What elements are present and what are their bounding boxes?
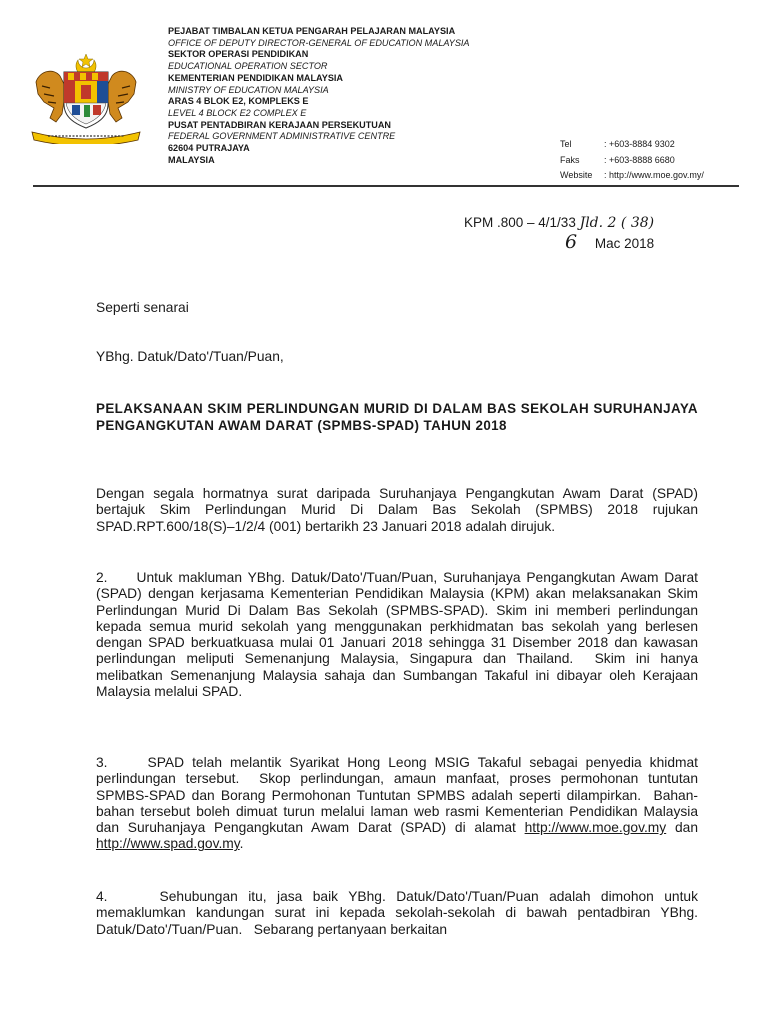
- contact-tel: [560, 137, 704, 153]
- fax-label: Faks: [560, 154, 580, 165]
- paragraph-1: Dengan segala hormatnya surat daripada Suruhanjaya Pengangkutan Awam Darat (SPAD) bertajuk Skim Perlindungan Murid Di Dalam Bas Sekolah (SPMBS) 2018 rujukan SPAD.RPT.600/18(S)–1/2/4 (001) bertarikh 23 Januari 2018 adalah dirujuk.: [96, 486, 698, 534]
- moe-website-link[interactable]: http://www.moe.gov.my: [524, 820, 667, 836]
- letterhead-ministry-en: MINISTRY OF EDUCATION MALAYSIA: [168, 84, 329, 95]
- tel-label: Tel: [560, 139, 572, 149]
- letterhead-office-ms: PEJABAT TIMBALAN KETUA PENGARAH PELAJARAN MALAYSIA: [168, 26, 456, 36]
- paragraph-3: [96, 755, 702, 853]
- letterhead-divider: [33, 185, 739, 187]
- paragraph-4: 4. Sehubungan itu, jasa baik YBhg. Datuk/Dato'/Tuan/Puan adalah dimohon untuk memaklumkan kandungan surat ini kepada sekolah-sekolah di bawah pentadbiran YBhg. Datuk/Dato'/Tuan/Puan. Sebarang pertanyaan berkaitan: [96, 889, 702, 937]
- letterhead: [168, 26, 470, 166]
- website-value: : http://www.moe.gov.my/: [604, 170, 704, 180]
- contact-block: [560, 137, 704, 184]
- date-day-handwritten: 6: [565, 231, 578, 253]
- letterhead-country: MALAYSIA: [168, 154, 215, 165]
- letterhead-level-ms: ARAS 4 BLOK E2, KOMPLEKS E: [168, 96, 309, 107]
- paragraph-3-text: 3. SPAD telah melantik Syarikat Hong Leong MSIG Takaful sebagai penyedia khidmat perlindungan tersebut. Skop perlindungan, amaun manfaat, proses permohonan tuntutan SPMBS-SPAD dan Borang Permohonan Tuntutan SPMBS adalah seperti dilampirkan. Bahan-bahan tersebut boleh dimuat turun melalui laman web rasmi Kementerian Pendidikan Malaysia dan Suruhanjaya Pengangkutan Awam Darat (SPAD) di alamat: [96, 755, 702, 836]
- paragraph-2: 2. Untuk makluman YBhg. Datuk/Dato'/Tuan/Puan, Suruhanjaya Pengangkutan Awam Darat (SPAD) dengan kerjasama Kementerian Pendidikan Malaysia (KPM) akan melaksanakan Skim Perlindungan Murid Di Dalam Bas Sekolah (SPMBS-SPAD). Skim ini memberi perlindungan kepada semua murid sekolah yang menggunakan perkhidmatan bas sekolah yang berlesen dengan SPAD berkuatkuasa mulai 01 Januari 2018 sehingga 31 Disember 2018 dan kawasan perlindungan meliputi Semenanjung Malaysia, Singapura dan Thailand. Skim ini hanya melibatkan Semenanjung Malaysia sahaja dan Sumbangan Takaful ini dibayar oleh Kerajaan Malaysia melalui SPAD.: [96, 570, 702, 700]
- letter-subject: PELAKSANAAN SKIM PERLINDUNGAN MURID DI DALAM BAS SEKOLAH SURUHANJAYA PENGANGKUTAN AWAM DARAT (SPMBS-SPAD) TAHUN 2018: [96, 401, 698, 433]
- reference-number: [464, 215, 654, 231]
- website-label: Website: [560, 170, 593, 180]
- letterhead-sector-en: EDUCATIONAL OPERATION SECTOR: [168, 61, 328, 72]
- letterhead-centre-en: FEDERAL GOVERNMENT ADMINISTRATIVE CENTRE: [168, 131, 396, 142]
- recipient: Seperti senarai: [96, 300, 189, 315]
- coat-of-arms-logo: [26, 52, 146, 144]
- letterhead-ministry-ms: KEMENTERIAN PENDIDIKAN MALAYSIA: [168, 72, 343, 83]
- date-printed: Mac 2018: [594, 236, 655, 251]
- spad-website-link[interactable]: http://www.spad.gov.my: [96, 836, 240, 852]
- tel-value: : +603-8884 9302: [604, 139, 675, 149]
- salutation: YBhg. Datuk/Dato'/Tuan/Puan,: [96, 349, 284, 364]
- letterhead-sector-ms: SEKTOR OPERASI PENDIDIKAN: [168, 49, 309, 60]
- contact-fax: [560, 153, 704, 169]
- letterhead-level-en: LEVEL 4 BLOCK E2 COMPLEX E: [168, 107, 307, 118]
- letterhead-centre-ms: PUSAT PENTADBIRAN KERAJAAN PERSEKUTUAN: [168, 119, 391, 130]
- letterhead-office-en: OFFICE OF DEPUTY DIRECTOR-GENERAL OF EDUCATION MALAYSIA: [168, 37, 470, 48]
- letter-date: [565, 231, 654, 253]
- contact-website: [560, 168, 704, 184]
- reference-printed: KPM .800 – 4/1/33: [464, 215, 576, 230]
- paragraph-3-and: dan: [666, 820, 702, 836]
- letterhead-postcode: 62604 PUTRAJAYA: [168, 143, 250, 154]
- fax-value: : +603-8888 6680: [604, 154, 675, 165]
- paragraph-3-end: .: [239, 836, 244, 852]
- reference-handwritten: Jld. 2 ( 38): [579, 215, 655, 231]
